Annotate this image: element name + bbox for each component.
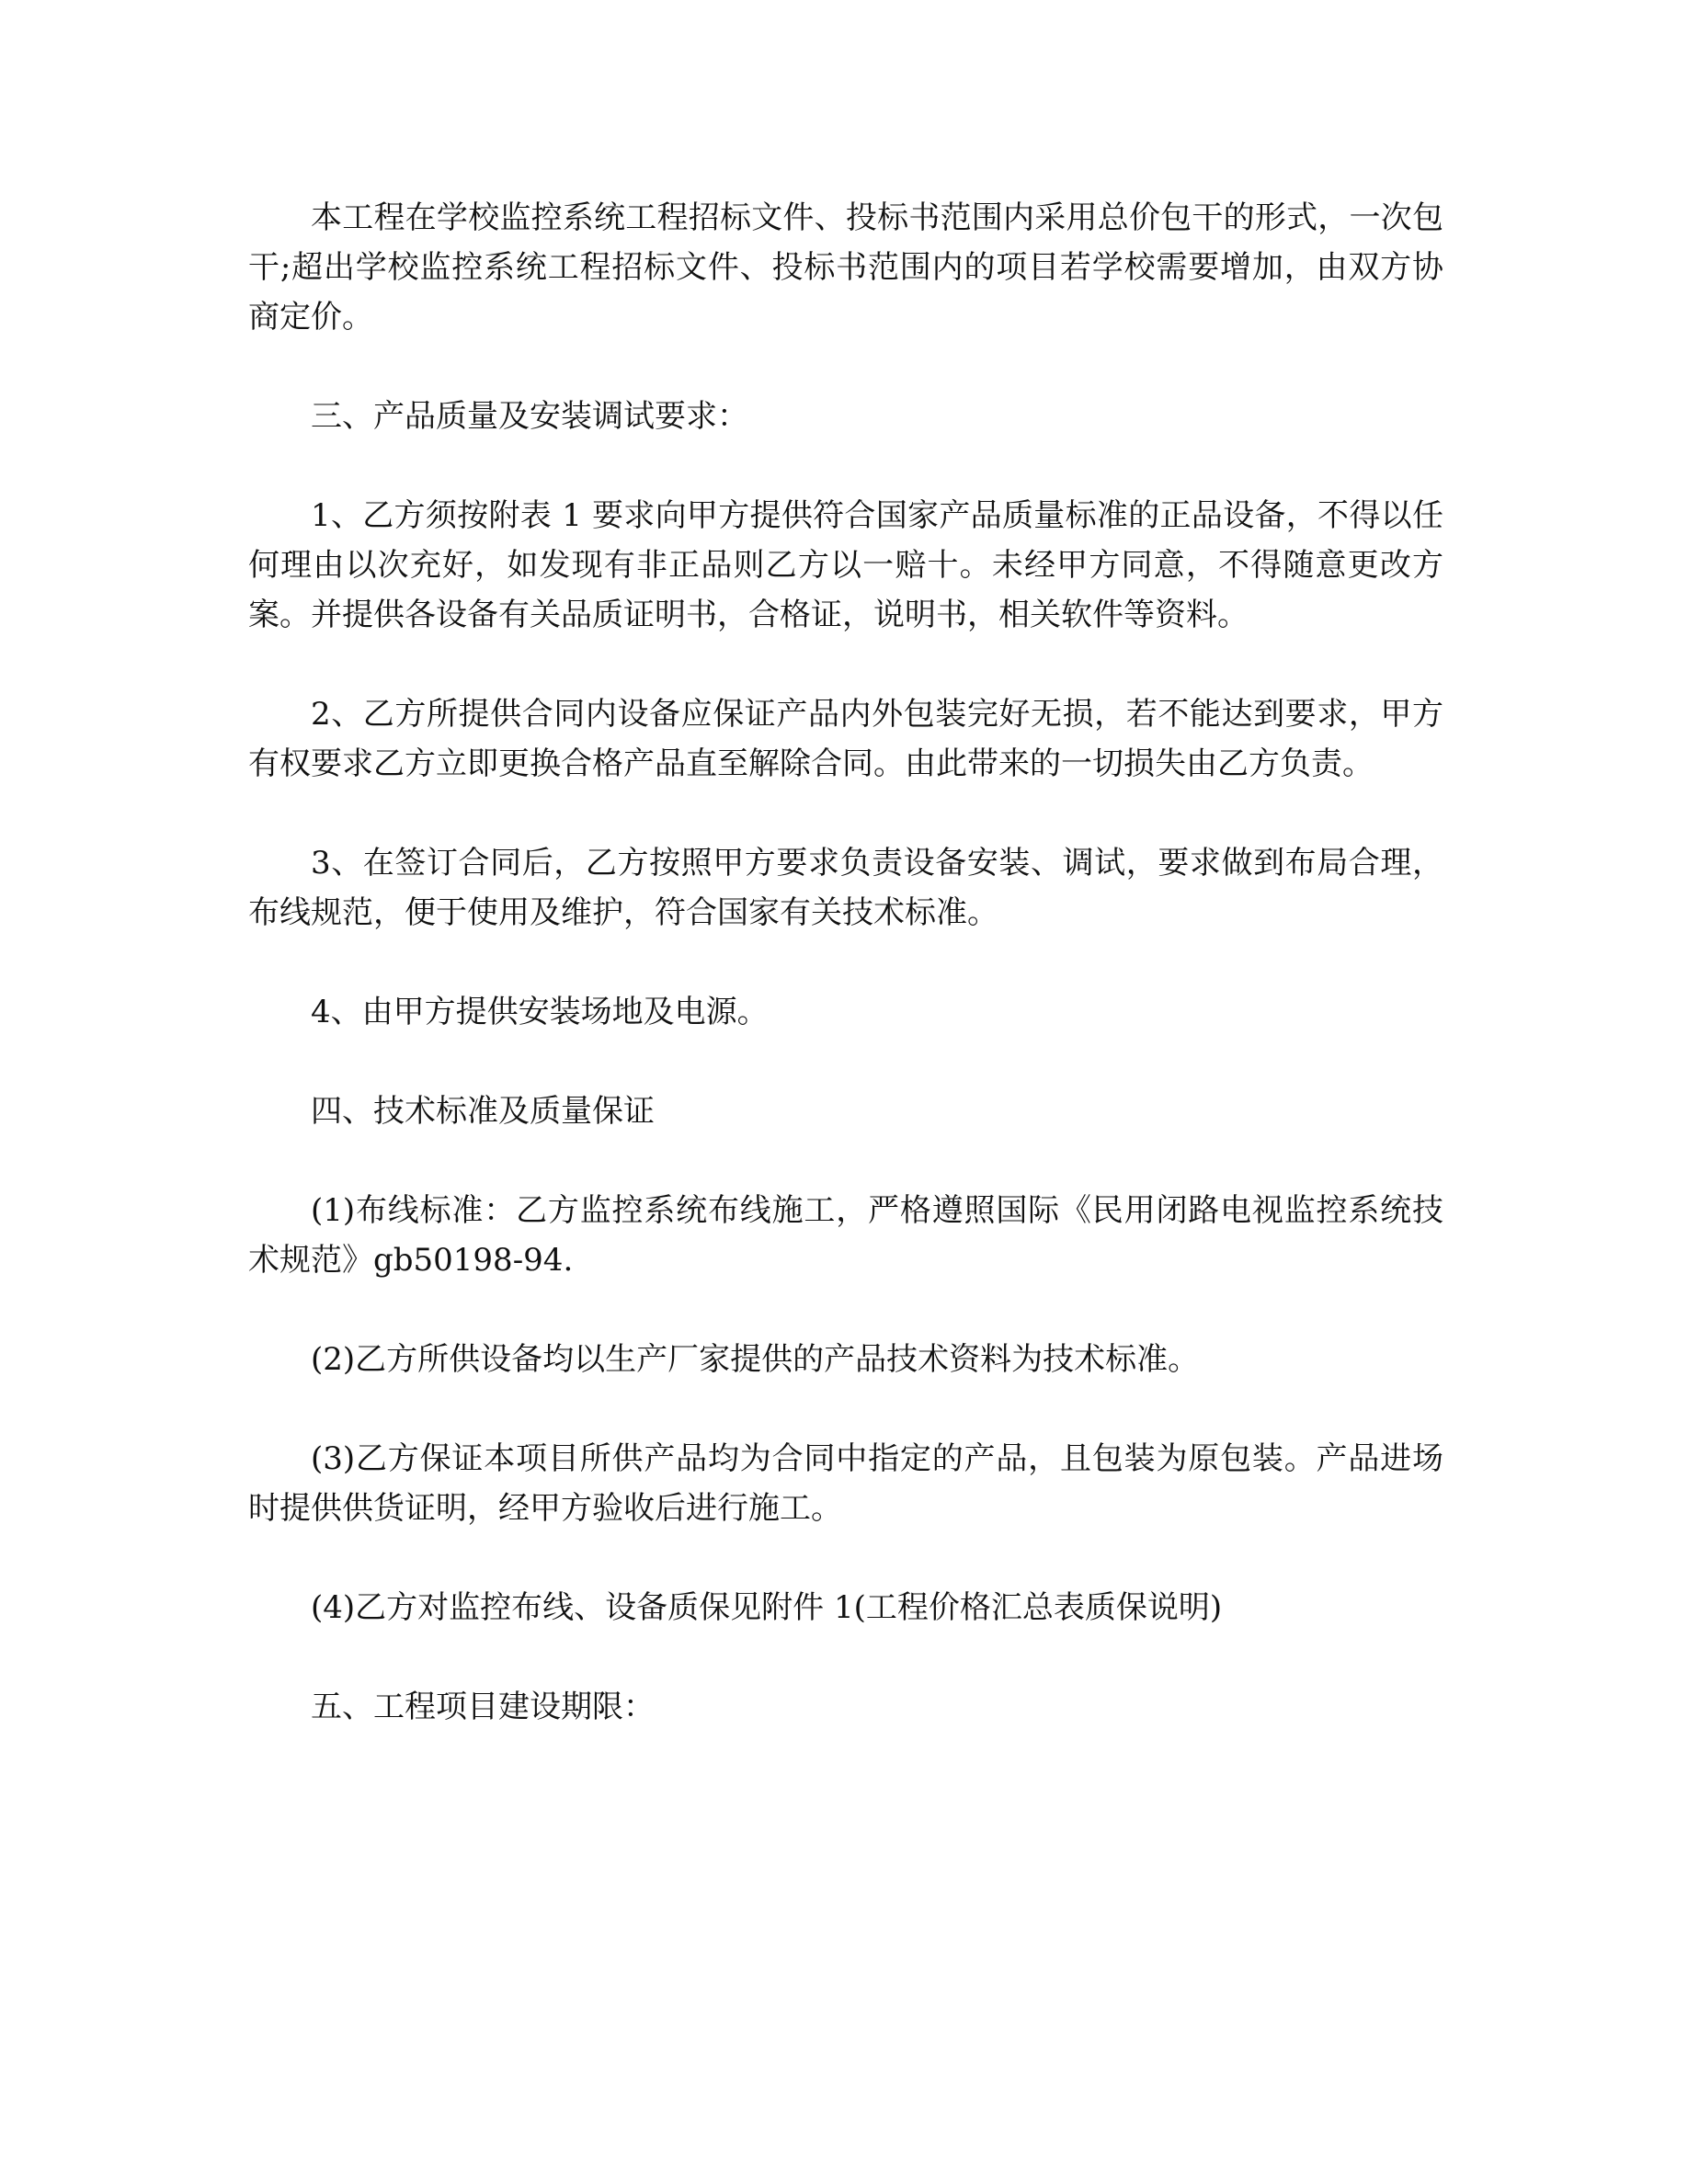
paragraph-item-2: 2、乙方所提供合同内设备应保证产品内外包装完好无损，若不能达到要求，甲方有权要求乙方立即更换合格产品直至解除合同。由此带来的一切损失由乙方负责。 [248, 696, 1443, 782]
paragraph-standard-4: (4)乙方对监控布线、设备质保见附件 1(工程价格汇总表质保说明) [311, 1589, 1223, 1626]
paragraph-item-4: 4、由甲方提供安装场地及电源。 [311, 994, 769, 1030]
section-heading-schedule: 五、工程项目建设期限： [311, 1689, 655, 1725]
document-body [248, 193, 1443, 1781]
paragraph-pricing: 本工程在学校监控系统工程招标文件、投标书范围内采用总价包干的形式，一次包干;超出学校监控系统工程招标文件、投标书范围内的项目若学校需要增加，由双方协商定价。 [248, 199, 1443, 336]
paragraph-standard-2: (2)乙方所供设备均以生产厂家提供的产品技术资料为技术标准。 [311, 1341, 1200, 1378]
paragraph-item-3: 3、在签订合同后，乙方按照甲方要求负责设备安装、调试，要求做到布局合理，布线规范，便于使用及维护，符合国家有关技术标准。 [248, 845, 1443, 931]
paragraph-standard-3: (3)乙方保证本项目所供产品均为合同中指定的产品，且包装为原包装。产品进场时提供供货证明，经甲方验收后进行施工。 [248, 1440, 1443, 1527]
paragraph-standard-1: (1)布线标准：乙方监控系统布线施工，严格遵照国际《民用闭路电视监控系统技术规范》gb50198-94. [248, 1192, 1443, 1279]
section-heading-quality: 三、产品质量及安装调试要求： [311, 398, 748, 435]
paragraph-item-1: 1、乙方须按附表 1 要求向甲方提供符合国家产品质量标准的正品设备，不得以任何理由以次充好，如发现有非正品则乙方以一赔十。未经甲方同意，不得随意更改方案。并提供各设备有关品质证明书，合格证，说明书，相关软件等资料。 [248, 497, 1443, 633]
section-heading-standards: 四、技术标准及质量保证 [311, 1093, 655, 1130]
